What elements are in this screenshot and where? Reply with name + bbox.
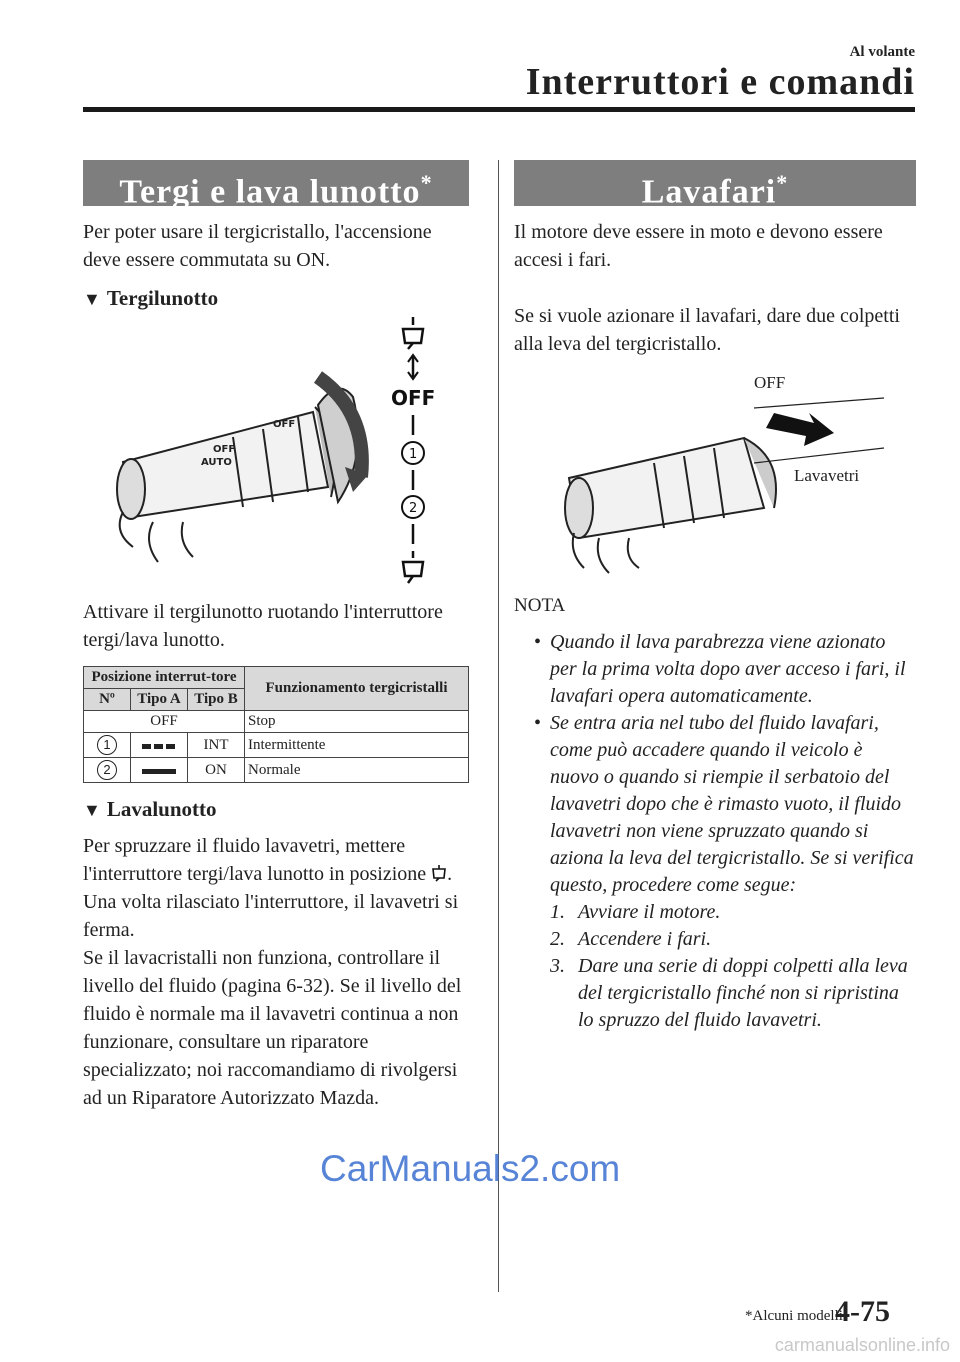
right-column	[514, 160, 916, 1034]
solid-line-icon	[142, 769, 176, 774]
legend-position-1: 1	[409, 447, 418, 462]
note-step: 3. Dare una serie di doppi colpetti alla leva del tergicristallo finché non si ripristina lo spruzzo del fluido lavavetri.	[550, 955, 908, 1031]
table-header-function: Funzionamento tergicristalli	[245, 667, 469, 711]
washer-label: Lavavetri	[794, 466, 860, 485]
table-header-type-b: Tipo B	[188, 689, 245, 711]
triangle-icon: ▼	[83, 800, 101, 820]
note-title: NOTA	[514, 595, 566, 616]
legend-off: OFF	[391, 386, 436, 410]
table-header-no: Nº	[84, 689, 131, 711]
washer-troubleshoot-paragraph: Se il lavacristalli non funziona, controllare il livello del fluido (pagina 6-32). Se il livello del fluido è normale ma il lavavetri continua a non funzionare, consultare un riparatore specializzato; noi raccomandiamo di rivolgersi ad un Riparatore Autorizzato Mazda.	[83, 947, 462, 1109]
section-title-rear-wiper: Tergi e lava lunotto*	[83, 160, 469, 206]
table-cell-type-b: ON	[188, 758, 245, 783]
knob-auto-label: AUTO	[201, 457, 232, 468]
table-cell-type-a	[131, 733, 188, 758]
legend-position-2: 2	[409, 501, 418, 516]
note-item: • Se entra aria nel tubo del fluido lavafari, come può accadere quando il veicolo è nuovo o quando si riempie il serbatoio del lavavetri dopo che è rimasto vuoto, il fluido lavavetri non viene spruzzato quando si aziona la leva del tergicristallo. Se si verifica questo, procedere come segue:	[534, 712, 914, 896]
rotate-instruction: Attivare il tergilunotto ruotando l'interruttore tergi/lava lunotto.	[83, 601, 443, 651]
headlight-washer-intro: Il motore deve essere in moto e devono essere accesi i fari.	[514, 221, 883, 271]
table-cell-function: Stop	[245, 711, 469, 733]
table-row	[84, 733, 469, 758]
header-chapter: Interruttori e comandi	[525, 61, 915, 103]
table-cell-type-b: INT	[188, 733, 245, 758]
washer-paragraph: Per spruzzare il fluido lavavetri, mettere l'interruttore tergi/lava lunotto in posizione . Una volta rilasciato l'interruttore, il lavavetri si ferma.	[83, 835, 459, 941]
column-divider	[498, 160, 499, 1292]
table-cell-type-b: OFF	[84, 711, 245, 733]
watermark-carmanualsonline: carmanualsonline.info	[774, 1335, 950, 1355]
knob-off2-label: OFF	[273, 419, 296, 430]
table-header-type-a: Tipo A	[131, 689, 188, 711]
off-label: OFF	[754, 373, 786, 392]
section-title-headlight-washer: Lavafari*	[514, 160, 916, 206]
dashed-line-icon	[142, 744, 176, 749]
rear-washer-icon-inline	[431, 864, 447, 882]
note-block	[514, 595, 916, 1034]
table-cell-function: Intermittente	[245, 733, 469, 758]
subheading-rear-washer: ▼ Lavalunotto	[83, 797, 217, 821]
table-cell-type-a	[131, 758, 188, 783]
table-header-position: Posizione interrut-tore	[84, 667, 245, 689]
knob-off-label: OFF	[213, 444, 236, 455]
footnote-some-models: *Alcuni modelli.	[745, 1308, 847, 1324]
table-row	[84, 711, 469, 733]
rear-washer-icon-bottom	[403, 551, 423, 583]
triangle-icon: ▼	[83, 289, 101, 309]
table-row	[84, 758, 469, 783]
rear-washer-icon-top	[403, 317, 423, 349]
page-number: 4-75	[835, 1295, 890, 1328]
headlight-washer-instruction: Se si vuole azionare il lavafari, dare due colpetti alla leva del tergicristallo.	[514, 305, 900, 355]
table-cell-no: 1	[84, 733, 131, 758]
note-item: • Quando il lava parabrezza viene azionato per la prima volta dopo aver acceso i fari, il lavafari opera automaticamente.	[534, 631, 906, 707]
rear-wiper-lever-diagram	[83, 317, 469, 592]
note-step: 1. Avviare il motore.	[550, 901, 721, 923]
intro-paragraph: Per poter usare il tergicristallo, l'accensione deve essere commutata su ON.	[83, 221, 432, 271]
switch-position-table	[83, 666, 469, 783]
subheading-rear-wiper: ▼ Tergilunotto	[83, 286, 219, 310]
headlight-washer-lever-diagram	[514, 368, 916, 583]
watermark-carmanuals2: CarManuals2.com	[320, 1148, 621, 1189]
table-cell-function: Normale	[245, 758, 469, 783]
header-section: Al volante	[849, 44, 915, 60]
header-rule	[83, 107, 915, 112]
note-step: 2. Accendere i fari.	[550, 928, 712, 950]
table-cell-no: 2	[84, 758, 131, 783]
left-column	[83, 160, 469, 1112]
